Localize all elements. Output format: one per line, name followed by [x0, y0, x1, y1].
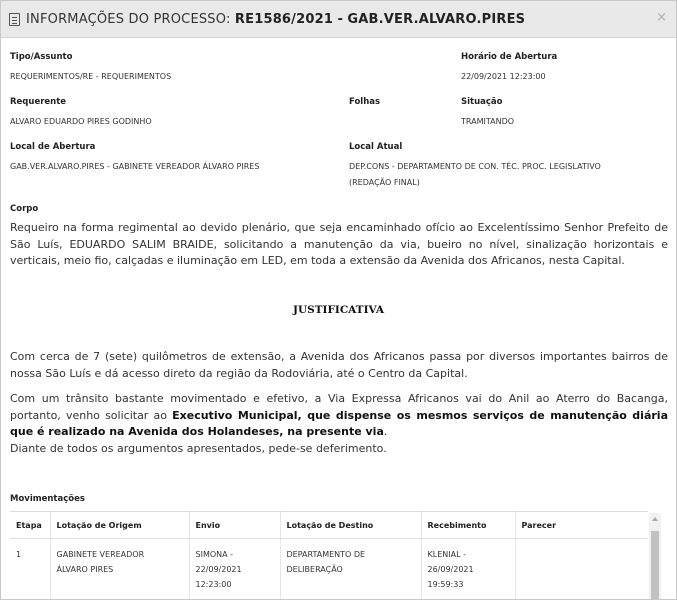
horario-value: 22/09/2021 12:23:00 [461, 72, 546, 81]
col-origem: Lotação de Origem [50, 512, 189, 539]
scrollbar-thumb[interactable] [651, 531, 659, 600]
corpo-paragraph-4: Diante de todos os argumentos apresentados, pede-se deferimento. [10, 442, 387, 455]
col-etapa: Etapa [10, 512, 50, 539]
local-abertura-label: Local de Abertura [10, 142, 96, 152]
table-header-row [10, 512, 648, 539]
table-row [10, 539, 648, 600]
requerente-label: Requerente [10, 97, 67, 107]
col-parecer: Parecer [515, 512, 648, 539]
table-scrollbar[interactable] [649, 513, 661, 600]
receb-line-1: KLENIAL - [427, 550, 466, 559]
folhas-label: Folhas [349, 97, 381, 107]
local-atual-value-2: (REDAÇÃO FINAL) [349, 178, 420, 187]
close-icon[interactable]: × [656, 10, 667, 25]
corpo-paragraph-2: Com cerca de 7 (sete) quilômetros de extensão, a Avenida dos Africanos passa por diversos importantes bairros de nossa São Luís e dá acesso direto da região da Rodoviária, até o Centro da Capital. [10, 350, 668, 380]
receb-line-3: 19:59:33 [427, 580, 464, 589]
local-atual-label: Local Atual [349, 142, 403, 152]
tipo-value: REQUERIMENTOS/RE - REQUERIMENTOS [10, 72, 172, 81]
local-atual-value: DEP.CONS - DEPARTAMENTO DE CON. TÉC. PROC. LEGISLATIVO [349, 162, 601, 171]
cell-envio [189, 539, 280, 600]
scroll-up-icon[interactable] [652, 517, 658, 521]
col-recebimento: Recebimento [421, 512, 515, 539]
origem-line-2: ÁLVARO PIRES [56, 565, 114, 574]
cell-recebimento [421, 539, 515, 600]
process-office: GAB.VER.ALVARO.PIRES [347, 11, 526, 27]
corpo-paragraph-3 [10, 391, 668, 441]
cell-parecer [515, 539, 648, 600]
movimentacoes-label: Movimentações [10, 494, 85, 504]
movimentacoes-table [10, 511, 648, 600]
modal-title [26, 12, 525, 27]
process-code: RE1586/2021 [234, 11, 334, 27]
receb-line-2: 26/09/2021 [427, 565, 474, 574]
local-abertura-value: GAB.VER.ALVARO.PIRES - GABINETE VEREADOR ÁLVARO PIRES [10, 162, 260, 171]
corpo-label: Corpo [10, 204, 39, 214]
document-icon [9, 13, 20, 26]
para3-bold: Executivo Municipal, que dispense os mesmos serviços de manutenção diária que é realizado na Avenida dos Holandeses, na presente via [10, 408, 668, 438]
cell-etapa: 1 [10, 539, 50, 600]
envio-line-2: 22/09/2021 [195, 565, 242, 574]
para3-start: Com um trânsito bastante movimentado e efetivo, a Via Expressa Africanos vai do Anil ao Aterro do Bacanga, portanto, venho solicitar ao [10, 392, 668, 422]
envio-line-3: 12:23:00 [195, 580, 232, 589]
col-envio: Envio [189, 512, 280, 539]
requerente-value: ALVARO EDUARDO PIRES GODINHO [10, 117, 152, 126]
situacao-value: TRAMITANDO [461, 117, 515, 126]
title-separator: - [337, 11, 344, 27]
title-prefix: INFORMAÇÕES DO PROCESSO: [26, 11, 231, 27]
tipo-label: Tipo/Assunto [10, 52, 73, 62]
origem-line-1: GABINETE VEREADOR [56, 550, 145, 559]
modal-body [1, 38, 676, 599]
cell-destino [280, 539, 421, 600]
envio-line-1: SIMONA - [195, 550, 234, 559]
horario-label: Horário de Abertura [461, 52, 558, 62]
destino-line-2: DELIBERAÇÃO [286, 565, 343, 574]
corpo-paragraph-1: Requeiro na forma regimental ao devido plenário, que seja encaminhado ofício ao Excelentíssimo Senhor Prefeito de São Luís, EDUARDO SALIM BRAIDE, solicitando a manutenção da via, bueiro no nível, sinalização horizontais e verticais, meio fio, calçadas e iluminação em LED, em toda a extensão da Avenida dos Africanos, nesta Capital. [10, 221, 668, 267]
justificativa-heading: JUSTIFICATIVA [293, 304, 384, 316]
modal-header [1, 1, 676, 38]
col-destino: Lotação de Destino [280, 512, 421, 539]
cell-origem [50, 539, 189, 600]
destino-line-1: DEPARTAMENTO DE [286, 550, 366, 559]
para3-end: . [383, 425, 388, 438]
situacao-label: Situação [461, 97, 503, 107]
